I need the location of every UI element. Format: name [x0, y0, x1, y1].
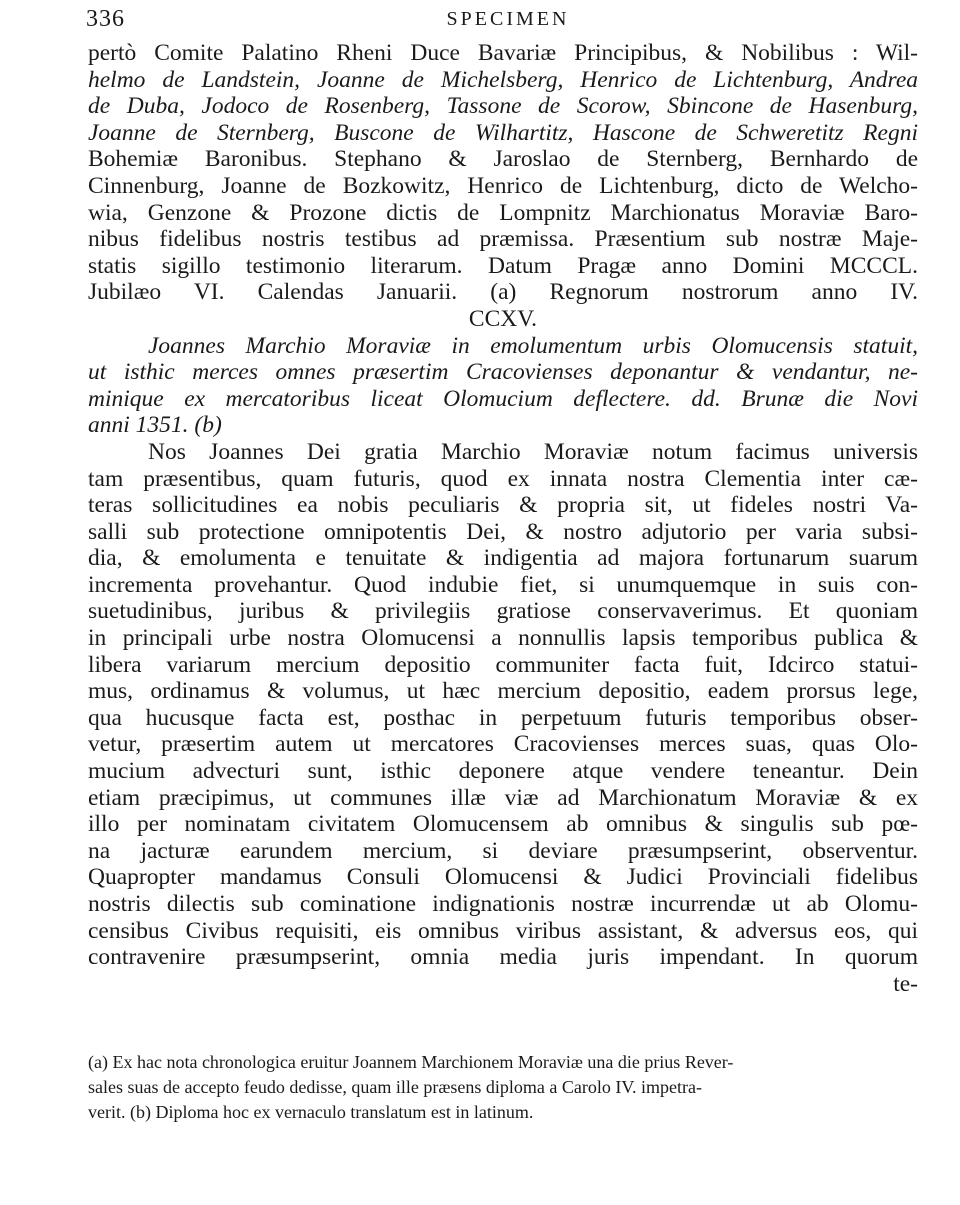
footnote-line: verit. (b) Diploma hoc ex vernaculo translatum est in latinum. — [88, 1102, 534, 1122]
text-line: suetudinibus, juribus & privilegiis gratiose conservaverimus. Et quoniam — [88, 598, 918, 625]
text-line: pertò Comite Palatino Rheni Duce Bavariæ Principibus, & Nobilibus : Wil- — [88, 40, 918, 66]
text-line: dia, & emolumenta e tenuitate & indigentia ad majora fortunarum suarum — [88, 545, 918, 572]
text-line: qua hucusque facta est, posthac in perpetuum futuris temporibus obser- — [88, 704, 918, 731]
text-line: Quapropter mandamus Consuli Olomucensi & Judici Provinciali fidelibus — [88, 864, 918, 891]
text-line: censibus Civibus requisiti, eis omnibus viribus assistant, & adversus eos, qui — [88, 917, 918, 944]
text-line: tam præsentibus, quam futuris, quod ex innata nostra Clementia inter cæ- — [88, 465, 918, 492]
text-line: incrementa provehantur. Quod indubie fiet, si unumquemque in suis con- — [88, 571, 918, 598]
text-line: libera variarum mercium depositio communiter facta fuit, Idcirco statui- — [88, 651, 918, 678]
text-line: de Duba, Jodoco de Rosenberg, Tassone de Scorow, Sbincone de Hasenburg, — [88, 93, 918, 120]
text-line: contravenire præsumpserint, omnia media juris impendant. In quorum — [88, 944, 918, 971]
running-head: SPECIMEN — [446, 8, 570, 30]
text-line: helmo de Landstein, Joanne de Michelsberg, Henrico de Lichtenburg, Andrea — [88, 66, 918, 93]
text-line: etiam præcipimus, ut communes illæ viæ ad Marchionatum Moraviæ & ex — [88, 784, 918, 811]
footnote-line: (a) Ex hac nota chronologica eruitur Joannem Marchionem Moraviæ una die prius Rever- — [88, 1052, 734, 1072]
summary-line: anni 1351. (b) — [88, 412, 222, 439]
footnote-line: sales suas de accepto feudo dedisse, quam ille præsens diploma a Carolo IV. impetra- — [88, 1077, 703, 1097]
page-header — [86, 4, 930, 36]
text-line: statis sigillo testimonio literarum. Datum Pragæ anno Domini MCCCL. — [88, 252, 918, 279]
text-line: Bohemiæ Baronibus. Stephano & Jaroslao de Sternberg, Bernhardo de — [88, 146, 918, 173]
section-summary — [88, 333, 918, 439]
section-number: CCXV. — [468, 305, 538, 332]
text-line: teras sollicitudines ea nobis peculiaris & propria sit, ut fideles nostri Va- — [88, 492, 918, 519]
text-line: mus, ordinamus & volumus, ut hæc mercium depositio, eadem prorsus lege, — [88, 678, 918, 705]
text-line: Nos Joannes Dei gratia Marchio Moraviæ notum facimus universis — [148, 438, 918, 465]
text-line: Jubilæo VI. Calendas Januarii. (a) Regnorum nostrorum anno IV. — [88, 279, 918, 306]
summary-line: Joannes Marchio Moraviæ in emolumentum urbis Olomucensis statuit, — [148, 332, 918, 359]
page-number: 336 — [86, 6, 125, 32]
text-line: illo per nominatam civitatem Olomucensem ab omnibus & singulis sub pœ- — [88, 811, 918, 838]
text-line: mucium advecturi sunt, isthic deponere atque vendere teneantur. Dein — [88, 758, 918, 785]
charter-body — [88, 439, 918, 997]
text-line: in principali urbe nostra Olomucensi a nonnullis lapsis temporibus publica & — [88, 625, 918, 652]
text-line: wia, Genzone & Prozone dictis de Lompnitz Marchionatus Moraviæ Baro- — [88, 199, 918, 226]
summary-line: ut isthic merces omnes præsertim Cracovienses deponantur & vendantur, ne- — [88, 359, 918, 386]
text-line: Joanne de Sternberg, Buscone de Wilhartitz, Hascone de Schweretitz Regni — [88, 119, 918, 146]
text-line: vetur, præsertim autem ut mercatores Cracovienses merces suas, quas Olo- — [88, 731, 918, 758]
summary-line: minique ex mercatoribus liceat Olomucium deflectere. dd. Brunæ die Novi — [88, 385, 918, 412]
text-line: salli sub protectione omnipotentis Dei, & nostro adjutorio per varia subsi- — [88, 518, 918, 545]
main-text — [88, 40, 918, 997]
text-line: nostris dilectis sub cominatione indignationis nostræ incurrendæ ut ab Olomu- — [88, 891, 918, 917]
charter-conclusion — [88, 40, 918, 306]
footnotes — [88, 1050, 918, 1125]
text-line: na jacturæ earundem mercium, si deviare præsumpserint, observentur. — [88, 837, 918, 864]
text-line: nibus fidelibus nostris testibus ad præmissa. Præsentium sub nostræ Maje- — [88, 226, 918, 253]
text-line: Cinnenburg, Joanne de Bozkowitz, Henrico de Lichtenburg, dicto de Welcho- — [88, 172, 918, 199]
catchword: te- — [893, 970, 918, 997]
